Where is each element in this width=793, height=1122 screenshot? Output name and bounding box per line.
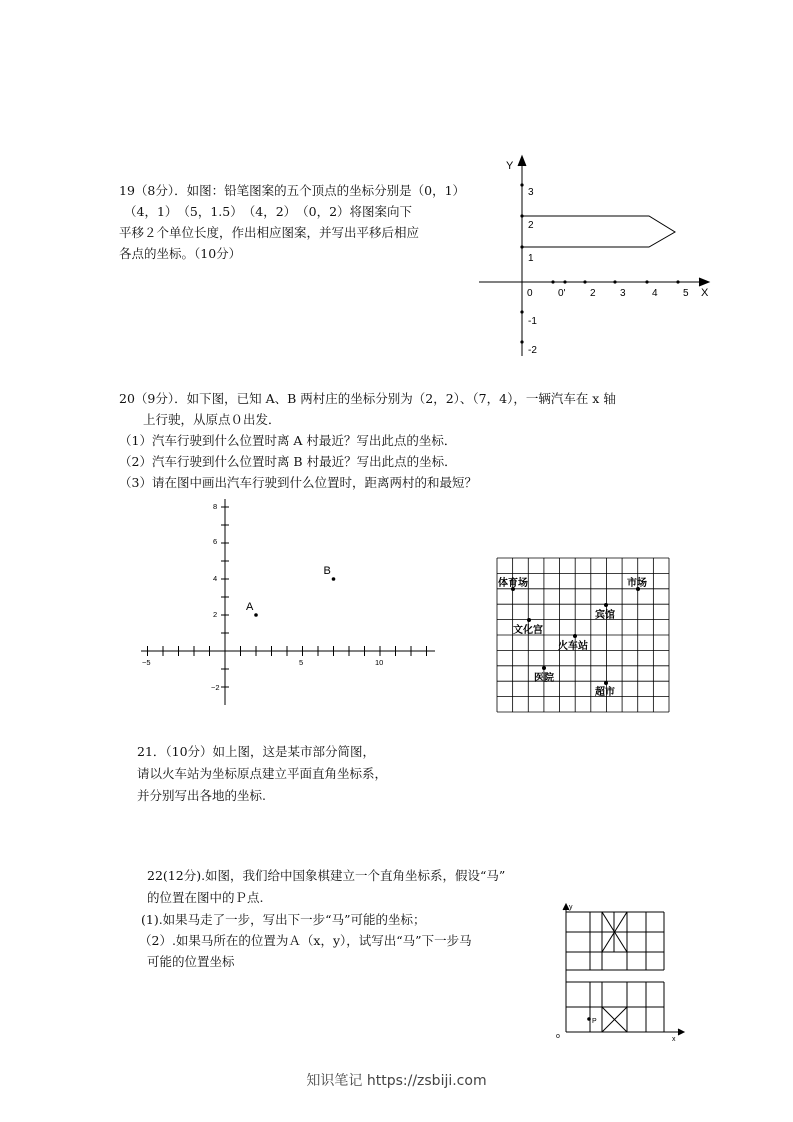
chess-board-graph bbox=[552, 900, 692, 1045]
q19-x-tick: 3 bbox=[620, 288, 626, 299]
village-label-b: B bbox=[323, 565, 331, 577]
chess-x-axis-label: x bbox=[672, 1036, 676, 1043]
q22-line-4: （2）.如果马所在的位置为Ａ（x，y），试写出“马”下一步马 bbox=[139, 933, 472, 948]
q20-coordinate-graph bbox=[135, 495, 445, 710]
chess-point-p-label: P bbox=[592, 1018, 597, 1025]
map-place-hotel: 宾馆 bbox=[595, 610, 615, 621]
q20-x-tick: −5 bbox=[142, 658, 151, 667]
chess-y-axis-label: y bbox=[569, 904, 573, 911]
map-place-stadium: 体育场 bbox=[498, 578, 528, 589]
q19-x-axis-label: X bbox=[701, 287, 709, 299]
q20-x-tick: 10 bbox=[375, 658, 384, 667]
q22-line-2: 的位置在图中的Ｐ点. bbox=[147, 890, 264, 905]
q21-line-2: 请以火车站为坐标原点建立平面直角坐标系， bbox=[137, 766, 388, 781]
q19-line-2: （4，1） （5，1.5） （4，2） （0，2）将图案向下 bbox=[124, 204, 413, 219]
q19-x-tick: 2 bbox=[590, 288, 596, 299]
q19-x-tick: 4 bbox=[652, 288, 658, 299]
q19-y-tick: 3 bbox=[528, 187, 534, 198]
chess-origin-label: o bbox=[556, 1033, 560, 1040]
q19-y-tick: -1 bbox=[528, 316, 537, 327]
village-point-b bbox=[332, 577, 336, 581]
q21-line-3: 并分别写出各地的坐标. bbox=[137, 788, 266, 803]
q19-pencil-graph bbox=[475, 150, 715, 360]
q19-x-tick: 0' bbox=[558, 288, 566, 299]
q20-y-tick: 8 bbox=[213, 502, 218, 511]
q20-line-1: 20（9分）．如下图，已知 A、B 两村庄的坐标分别为（2，2）、（7，4），一辆汽车在 x 轴 bbox=[119, 391, 616, 406]
q20-line-2: 上行驶，从原点０出发． bbox=[143, 412, 281, 427]
q19-x-tick: 5 bbox=[683, 288, 689, 299]
q19-line-1: 19（8分）．如图：铅笔图案的五个顶点的坐标分别是（0，1） bbox=[119, 183, 466, 198]
q19-y-axis-label: Y bbox=[506, 160, 514, 172]
q20-y-tick: 4 bbox=[213, 574, 218, 583]
village-label-a: A bbox=[246, 601, 254, 613]
q19-line-3: 平移２个单位长度，作出相应图案，并写出平移后相应 bbox=[119, 225, 420, 240]
map-place-supermarket: 超市 bbox=[595, 687, 615, 698]
q20-line-4: （2）汽车行驶到什么位置时离 B 村最近？写出此点的坐标． bbox=[119, 454, 457, 469]
q20-y-tick: 6 bbox=[213, 537, 218, 546]
footer-watermark: 知识笔记 https://zsbiji.com bbox=[306, 1073, 487, 1089]
city-map-grid bbox=[496, 557, 672, 715]
map-place-train-station: 火车站 bbox=[558, 641, 588, 652]
map-place-cultural-palace: 文化宫 bbox=[513, 625, 543, 636]
q19-y-tick: -2 bbox=[528, 345, 537, 356]
q19-x-tick: 0 bbox=[527, 288, 533, 299]
q20-line-5: （3）请在图中画出汽车行驶到什么位置时，距离两村的和最短？ bbox=[119, 475, 477, 490]
map-place-market: 市场 bbox=[627, 578, 647, 589]
q20-line-3: （1）汽车行驶到什么位置时离 A 村最近？写出此点的坐标． bbox=[119, 433, 457, 448]
q22-line-3: (1).如果马走了一步，写出下一步“马”可能的坐标； bbox=[141, 912, 426, 927]
map-place-hospital: 医院 bbox=[534, 673, 554, 684]
q19-y-tick: 1 bbox=[528, 253, 534, 264]
q20-x-tick: 5 bbox=[299, 658, 304, 667]
q22-line-5: 可能的位置坐标 bbox=[147, 954, 235, 969]
q21-line-1: 21．（10分）如上图，这是某市部分简图， bbox=[137, 744, 376, 759]
village-point-a bbox=[254, 613, 258, 617]
q20-y-tick: −2 bbox=[211, 683, 220, 692]
q22-line-1: 22(12分).如图，我们给中国象棋建立一个直角坐标系，假设“马” bbox=[147, 868, 506, 883]
q19-line-4: 各点的坐标。（10分） bbox=[119, 246, 242, 261]
q19-y-tick: 2 bbox=[528, 220, 534, 231]
q20-y-tick: 2 bbox=[213, 610, 218, 619]
